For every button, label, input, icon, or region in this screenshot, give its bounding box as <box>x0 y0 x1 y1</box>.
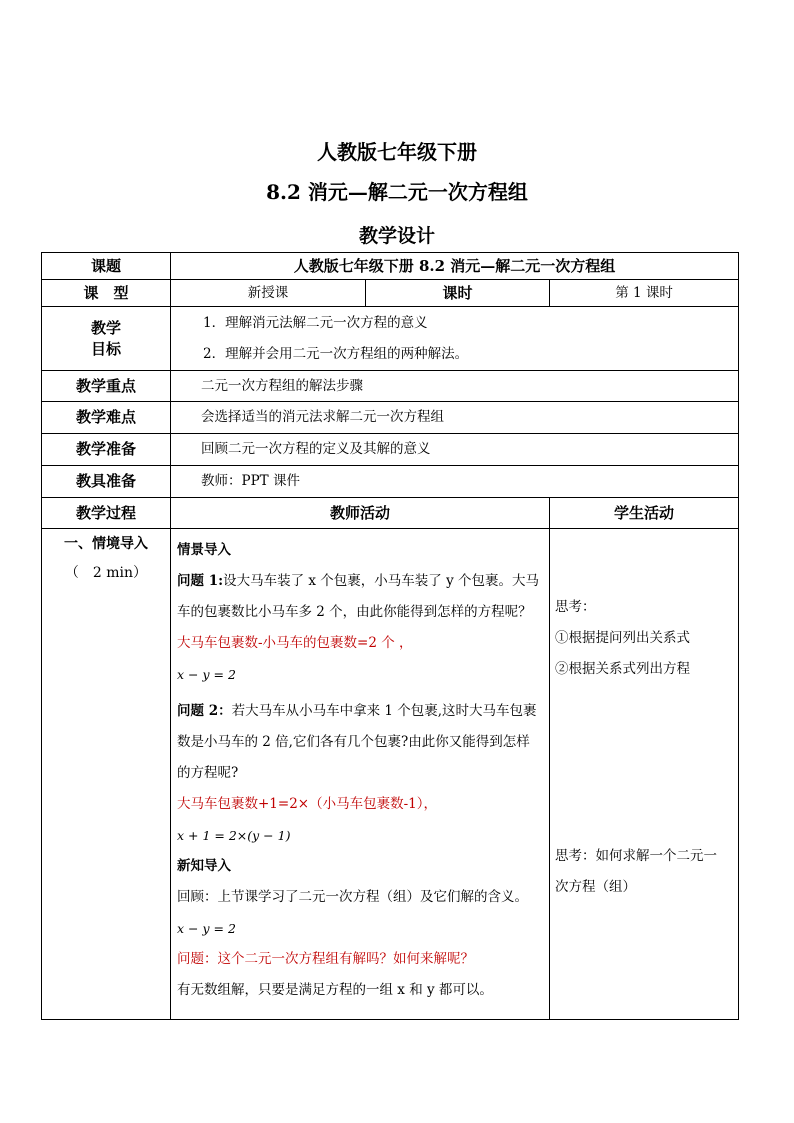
goal-item: 2．理解并会用二元一次方程组的两种解法。 <box>203 345 469 362</box>
question-text: 问题：这个二元一次方程组有解吗？如何来解呢？ <box>177 951 474 967</box>
preparation-value: 回顾二元一次方程的定义及其解的意义 <box>171 434 739 466</box>
goal-list <box>171 307 739 371</box>
topic-value: 人教版七年级下册 8.2 消元—解二元一次方程组 <box>171 253 739 280</box>
type-value: 新授课 <box>171 280 366 307</box>
teacher-activity-header: 教师活动 <box>171 498 550 529</box>
stage-title: 一、情境导入 <box>64 536 148 552</box>
teacher-activity-cell <box>171 529 550 1020</box>
question-1-text-cont: 车的包裹数比小马车多 2 个，由此你能得到怎样的方程呢？ <box>177 604 532 620</box>
key-point-value: 二元一次方程组的解法步骤 <box>171 371 739 402</box>
goal-label <box>42 307 171 371</box>
student-think-2-cont: 次方程（组） <box>555 879 636 895</box>
type-label: 课 型 <box>42 280 171 307</box>
lesson-plan-table <box>41 252 739 1020</box>
lesson-title: 8.2 消元—解二元一次方程组 <box>266 180 528 204</box>
student-activity-cell <box>550 529 739 1020</box>
stage-time: （ 2 min） <box>64 564 148 581</box>
teaching-aids-label: 教具准备 <box>42 466 171 498</box>
student-item-2: ②根据关系式列出方程 <box>555 661 690 677</box>
teaching-aids-value: 教师：PPT 课件 <box>171 466 739 498</box>
goal-label-line1: 教学 <box>90 319 121 338</box>
period-label: 课时 <box>366 280 550 307</box>
question-1-text: 设大马车装了 x 个包裹，小马车装了 y 个包裹。大马 <box>223 573 539 589</box>
key-point-label: 教学重点 <box>42 371 171 402</box>
document-subtitle: 教学设计 <box>358 225 435 247</box>
new-knowledge-heading: 新知导入 <box>177 858 231 874</box>
student-item-1: ①根据提问列出关系式 <box>555 630 690 646</box>
equation-2: x + 1 = 2×(y − 1) <box>177 828 291 843</box>
goal-label-line2: 目标 <box>90 339 121 358</box>
answer-text: 有无数组解，只要是满足方程的一组 x 和 y 都可以。 <box>177 982 493 998</box>
preparation-label: 教学准备 <box>42 434 171 466</box>
equation-3: x − y = 2 <box>177 921 236 936</box>
question-1-answer: 大马车包裹数-小马车的包裹数=2 个 ， <box>177 635 413 651</box>
document-title: 人教版七年级下册 <box>317 140 477 164</box>
question-2-text-cont: 数是小马车的 2 倍,它们各有几个包裹?由此你又能得到怎样 <box>177 734 530 750</box>
review-text: 回顾：上节课学习了二元一次方程（组）及它们解的含义。 <box>177 889 528 905</box>
question-2-text-end: 的方程呢? <box>177 765 239 781</box>
goal-item: 1．理解消元法解二元一次方程的意义 <box>203 315 428 332</box>
process-header: 教学过程 <box>42 498 171 529</box>
equation-1: x − y = 2 <box>177 667 236 682</box>
question-2-answer: 大马车包裹数+1=2×（小马车包裹数-1）， <box>177 796 438 812</box>
period-value: 第 1 课时 <box>550 280 739 307</box>
student-activity-header: 学生活动 <box>550 498 739 529</box>
question-2-label: 问题 2： <box>177 703 232 719</box>
question-1-label: 问题 1: <box>177 573 224 589</box>
student-think-2: 思考：如何求解一个二元一 <box>555 848 717 864</box>
difficulty-value: 会选择适当的消元法求解二元一次方程组 <box>171 402 739 434</box>
difficulty-label: 教学难点 <box>42 402 171 434</box>
process-stage-cell <box>42 529 171 1020</box>
intro-heading: 情景导入 <box>177 542 231 558</box>
topic-label: 课题 <box>42 253 171 280</box>
question-2-text: 若大马车从小马车中拿来 1 个包裹,这时大马车包裹 <box>231 703 537 719</box>
student-think-1: 思考： <box>555 599 596 615</box>
